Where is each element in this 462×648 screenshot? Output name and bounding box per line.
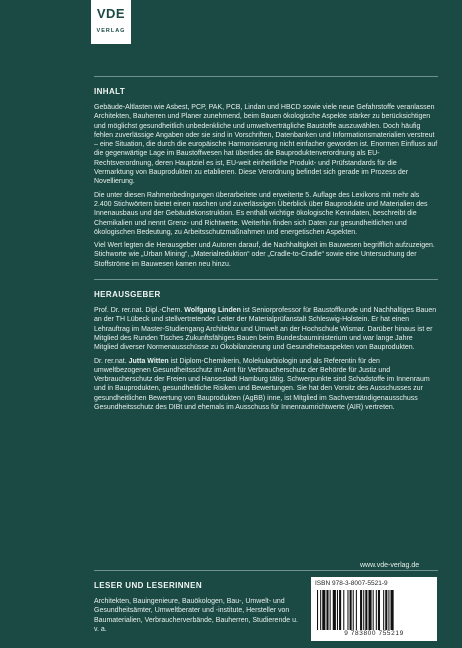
linden-prefix: Prof. Dr. rer.nat. Dipl.-Chem. (94, 307, 185, 315)
leser-heading: LESER UND LESERINNEN (94, 581, 203, 590)
witten-bio: ist Diplom-Chemikerin, Molekularbiologin und als Referentin für den umweltbezogenen Gesundheitsschutz im Amt für Verbraucherschutz der Behörde für Justiz und Verbraucherschutz der Freien und Hansestadt Hamburg tätig. Schwerpunkte sind Schadstoffe im Innenraum und in Bauprodukten, gesundheitliche Risiken und Bewertungen. Sie hat den Vorsitz des Ausschusses zur gesundheitlichen Bewertung von Bauprodukten (AgBB) inne, ist Mitglied im Sachverständigenausschuss Gesundheitsschutz des DIBt und ehemals im Ausschuss für Innenraumrichtwerte (AIR) vertreten. (94, 357, 430, 412)
isbn-label: ISBN 978-3-8007-5521-9 (315, 580, 388, 587)
inhalt-paragraph-2: Die unter diesen Rahmenbedingungen überarbeitete und erweiterte 5. Auflage des Lexikons mit mehr als 2.400 Stichwörtern bietet einen raschen und zuverlässigen Überblick über Bauprodukte und Materialien des Innenausbaus und der Gebäudekonstruktion. Es enthält wichtige ökologische Kenndaten, beschreibt die Chemikalien und nennt Grenz- und Richtwerte. Weiterhin finden sich Daten zur gesundheitlichen und ökologischen Bedeutung, zu Arbeitsschutzmaßnahmen und energetischen Aspekten. (94, 191, 428, 236)
barcode-digits: 9 783800 755219 (344, 630, 404, 637)
barcode-icon (317, 590, 431, 630)
logo-sub: VERLAG (96, 28, 126, 34)
divider (94, 570, 438, 571)
section-inhalt (94, 87, 438, 269)
section-leser (94, 570, 299, 638)
inhalt-heading: INHALT (94, 87, 126, 96)
divider (94, 279, 438, 280)
vde-verlag-logo (91, 0, 131, 44)
inhalt-paragraph-1: Gebäude-Altlasten wie Asbest, PCP, PAK, PCB, Lindan und HBCD sowie viele neue Gefahrstoffe veranlassen Architekten, Bauherren und Planer zunehmend, beim Bauen ökologische Aspekte stärker zu berücksichtigen und möglichst gesundheitlich unbedenkliche und umweltverträgliche Baustoffe auszuwählen. Doch häufig fehlen zuverlässige Angaben oder sie sind in Vorschriften, Datenbanken und Informationsmaterialien verstreut – eine Situation, die durch die europäische Harmonisierung nicht einfacher geworden ist. Enormen Einfluss auf die gegenwärtige Lage im Baustoffwesen hat überdies die Bauproduktenverordnung als EU-Rechtsverordnung, deren Hauptziel es ist, EU-weit einheitliche Produkt- und Prüfstandards für die Vermarktung von Bauprodukten zu etablieren. Diese Verordnung befindet sich gerade im Prozess der Novellierung. (94, 104, 438, 186)
isbn-barcode (311, 577, 437, 641)
main-text (94, 84, 438, 421)
inhalt-paragraph-3: Viel Wert legten die Herausgeber und Autoren darauf, die Nachhaltigkeit im Bauwesen begrifflich aufzuzeigen. Stichworte wie „Urban Mining“, „Materialreduktion“ oder „Cradle-to-Cradle“ sowie eine Untersuchung der Stoffströme im Bauwesen kamen neu hinzu. (94, 242, 435, 268)
herausgeber-witten (94, 357, 438, 413)
linden-name: Wolfgang Linden (184, 307, 241, 315)
section-herausgeber (94, 290, 438, 412)
divider (94, 76, 438, 77)
leser-text: Architekten, Bauingenieure, Bauökologen, Bau-, Umwelt- und Gesundheitsämter, Umweltberater und -institute, Hersteller von Baumaterialien, Verbraucherverbände, Bauherren, Studierende u. v. a. (94, 598, 298, 633)
linden-bio: ist Seniorprofessor für Baustoffkunde und Nachhaltiges Bauen an der TH Lübeck und stellvertretender Leiter der Materialprüfanstalt Schleswig-Holstein. Er hat einen Lehrauftrag im Master-Studiengang Architektur und Umwelt an der Hochschule Wismar. Darüber hinaus ist er Mitglied des Runden Tisches Zukunftsfähiges Bauen beim Bundesbauministerium und war lange Jahre Mitglied diverser Normenausschüsse zu Ökobilanzierung und Gesundheitsaspekten von Bauprodukten. (94, 307, 437, 352)
publisher-url[interactable]: www.vde-verlag.de (360, 562, 420, 569)
witten-prefix: Dr. rer.nat. (94, 357, 129, 365)
herausgeber-heading: HERAUSGEBER (94, 290, 161, 300)
logo-brand: VDE (96, 6, 126, 21)
herausgeber-linden (94, 306, 438, 352)
witten-name: Jutta Witten (128, 357, 169, 365)
